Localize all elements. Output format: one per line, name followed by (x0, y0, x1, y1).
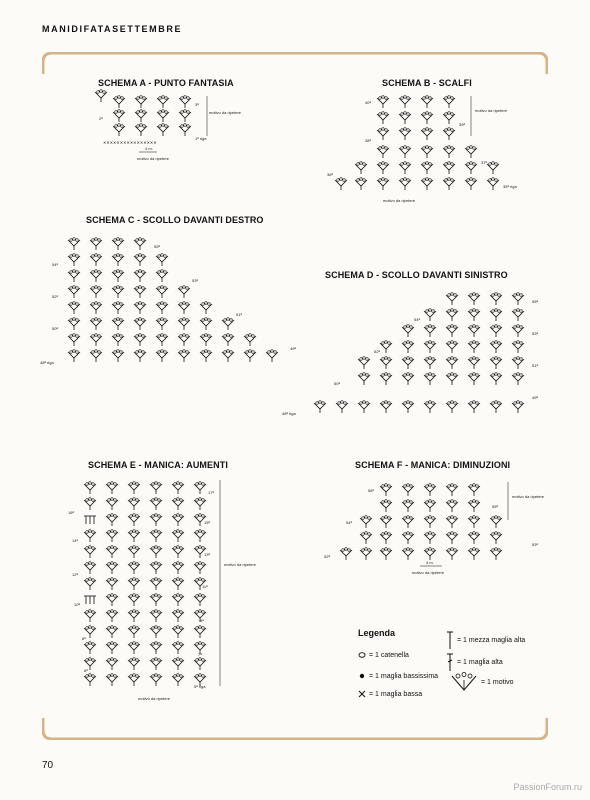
schema-b-row-35: 35ª riga (503, 184, 517, 189)
schema-f-row-55: 55ª (492, 504, 498, 509)
half-double-crochet-icon (446, 630, 454, 650)
legend-motivo (450, 672, 514, 692)
legend-mezza-alta (446, 630, 525, 650)
schema-a-motif-label: motivo da ripetere (209, 110, 242, 115)
schema-e-row-16: 16ª (68, 510, 74, 515)
legend-bassissima-label: = 1 maglia bassissima (369, 672, 439, 680)
schema-e-row-15: 15ª (204, 520, 210, 525)
schema-b-motif-label: motivo da ripetere (475, 108, 508, 113)
schema-b-row-37: 37ª (481, 160, 487, 165)
schema-d-diagram (282, 285, 550, 425)
schema-f-title: SCHEMA F - MANICA: DIMINUZIONI (355, 460, 511, 470)
schema-d-title: SCHEMA D - SCOLLO DAVANTI SINISTRO (325, 270, 508, 280)
schema-d-row-51: 51ª (532, 363, 538, 368)
legend-title: Legenda (358, 628, 396, 638)
motif-icon (450, 672, 478, 692)
legend-bassa (358, 690, 422, 698)
watermark: PassionForum.ru (513, 782, 582, 792)
legend-alta (446, 652, 503, 672)
schema-b-row-40: 40ª (365, 100, 371, 105)
schema-f-width: 4 m. (426, 560, 434, 565)
schema-b-diagram (325, 92, 525, 204)
schema-c-row-54: 54ª (52, 262, 58, 267)
schema-e-row-11: 11ª (202, 584, 208, 589)
schema-a-row-1: 1ª riga (195, 136, 207, 141)
schema-a-row-2: 2ª (99, 116, 103, 121)
schema-c-row-49: 49ª (290, 346, 296, 351)
schema-f-row-56: 56ª (368, 488, 374, 493)
page-number: 70 (42, 760, 54, 771)
schema-e-row-6: 6ª (84, 668, 88, 673)
schema-e-row-10: 10ª (74, 602, 80, 607)
legend-mezza-alta-label: = 1 mezza maglia alta (457, 636, 526, 644)
schema-b-title: SCHEMA B - SCALFI (382, 78, 472, 88)
legend-catenella (358, 651, 409, 659)
schema-b-row-38: 38ª (365, 138, 371, 143)
rows-a (113, 96, 191, 136)
bottom-frame-border (42, 718, 548, 740)
schema-e-row-17: 17ª (208, 490, 214, 495)
schema-a-repeat-label: motivo da ripetere (137, 156, 170, 161)
schema-c-row-50: 50ª (52, 326, 58, 331)
schema-f-motif-label: motivo da ripetere (512, 494, 545, 499)
schema-a-diagram (95, 92, 242, 170)
schema-d-row-53: 53ª (532, 331, 538, 336)
schema-e-row-13: 13ª (204, 552, 210, 557)
legend-motivo-label: = 1 motivo (481, 678, 514, 686)
schema-e-row-5: 5ª riga (194, 684, 206, 689)
schema-e-title: SCHEMA E - MANICA: AUMENTI (88, 460, 228, 470)
schema-d-row-54: 54ª (414, 317, 420, 322)
schema-a-title: SCHEMA A - PUNTO FANTASIA (98, 78, 234, 88)
double-crochet-icon (446, 652, 454, 672)
motif-group (95, 90, 107, 102)
schema-c-row-53: 53ª (192, 278, 198, 283)
schema-c-row-55: 55ª (154, 244, 160, 249)
schema-d-row-49: 49ª (532, 395, 538, 400)
schema-d-row-48: 48ª riga (282, 411, 296, 416)
schema-f-repeat-label: motivo da ripetere (412, 570, 445, 575)
schema-a-width: 4 m. (145, 146, 153, 151)
top-frame-border (42, 52, 548, 74)
schema-d-row-55: 55ª (532, 299, 538, 304)
schema-c-row-48: 48ª riga (40, 360, 54, 365)
schema-e-row-9: 9ª (200, 618, 204, 623)
schema-a-row-3: 3ª (195, 102, 199, 107)
schema-b-repeat-label: motivo da ripetere (383, 198, 416, 203)
svg-text:✕✕✕✕✕✕✕✕✕✕✕✕✕✕✕✕: ✕✕✕✕✕✕✕✕✕✕✕✕✕✕✕✕ (103, 140, 157, 145)
schema-e-motif-label: motivo da ripetere (224, 562, 257, 567)
magazine-header: MANIDIFATASETTEMBRE (42, 24, 183, 34)
schema-f-diagram (320, 476, 550, 581)
schema-e-diagram (62, 476, 257, 706)
single-crochet-icon (358, 690, 366, 698)
schema-d-row-50: 50ª (334, 381, 340, 386)
schema-f-row-54: 54ª (346, 520, 352, 525)
chain-stitch-icon (358, 651, 366, 659)
slip-stitch-icon (358, 672, 366, 680)
schema-e-row-8: 8ª (82, 636, 86, 641)
schema-e-row-12: 12ª (72, 572, 78, 577)
schema-e-row-7: 7ª (198, 652, 202, 657)
legend-bassissima (358, 672, 438, 680)
legend-catenella-label: = 1 catenella (369, 651, 409, 659)
schema-c-diagram (40, 230, 310, 375)
schema-f-row-53: 53ª (532, 542, 538, 547)
schema-b-row-39: 39ª (459, 122, 465, 127)
schema-f-row-52: 52ª (324, 554, 330, 559)
schema-c-title: SCHEMA C - SCOLLO DAVANTI DESTRO (86, 215, 264, 225)
schema-d-row-52: 52ª (374, 349, 380, 354)
legend-alta-label: = 1 maglia alta (457, 658, 503, 666)
schema-e-row-14: 14ª (72, 538, 78, 543)
legend-bassa-label: = 1 maglia bassa (369, 690, 423, 698)
schema-e-repeat-label: motivo da ripetere (138, 696, 171, 701)
schema-c-row-52: 52ª (52, 294, 58, 299)
schema-b-row-36: 36ª (327, 172, 333, 177)
schema-c-row-51: 51ª (236, 312, 242, 317)
